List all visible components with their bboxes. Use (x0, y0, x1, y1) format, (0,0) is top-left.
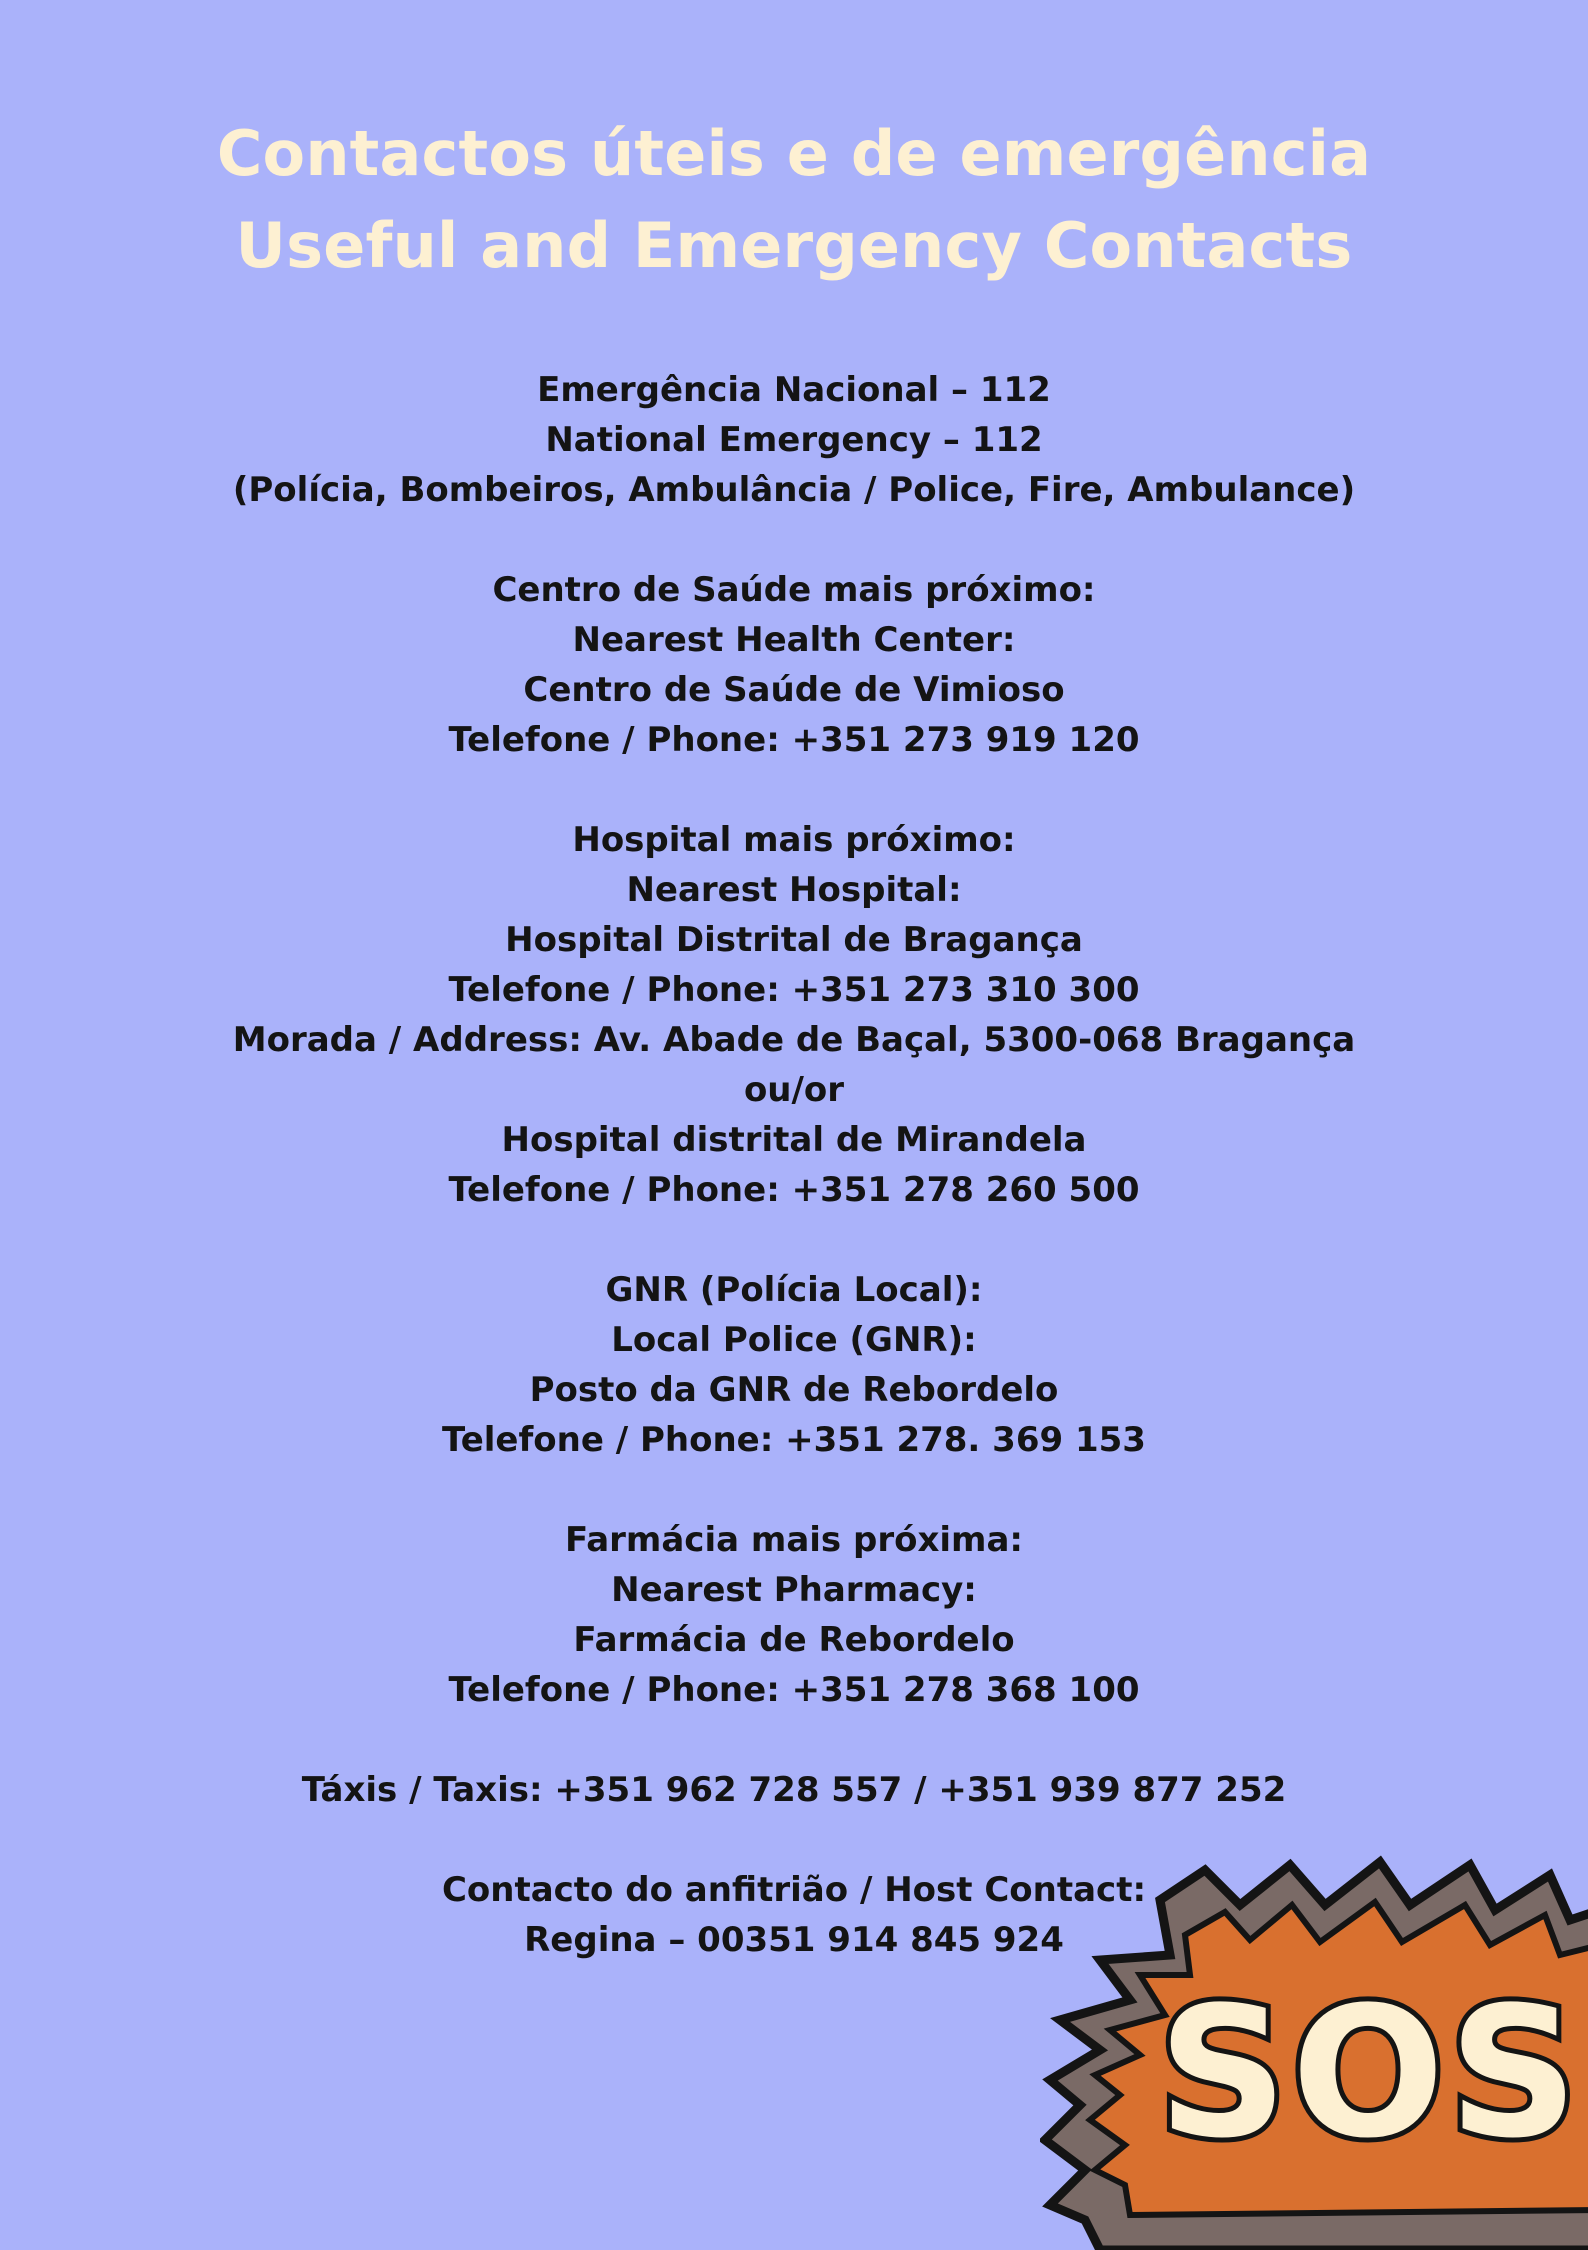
contact-block-health-center (0, 565, 1588, 765)
contact-line: Telefone / Phone: +351 278 260 500 (448, 1170, 1140, 1210)
contact-line: Nearest Hospital: (626, 870, 962, 910)
contact-line: Local Police (GNR): (611, 1320, 977, 1360)
contact-line: Posto da GNR de Rebordelo (529, 1370, 1059, 1410)
contact-line: (Polícia, Bombeiros, Ambulância / Police, Fire, Ambulance) (232, 470, 1356, 510)
contact-line: Hospital Distrital de Bragança (505, 920, 1083, 960)
title-english: Useful and Emergency Contacts (235, 209, 1353, 282)
sos-text: SOS (1157, 1969, 1583, 2178)
contact-line: Regina – 00351 914 845 924 (524, 1920, 1064, 1960)
contact-line: Táxis / Taxis: +351 962 728 557 / +351 939 877 252 (301, 1770, 1287, 1810)
contact-line: Telefone / Phone: +351 273 310 300 (448, 970, 1140, 1010)
contact-line: Farmácia de Rebordelo (573, 1620, 1015, 1660)
contact-block-pharmacy (0, 1515, 1588, 1715)
contact-line: ou/or (743, 1070, 845, 1110)
contact-line: Telefone / Phone: +351 278 368 100 (448, 1670, 1140, 1710)
page-title (0, 108, 1588, 292)
contact-line: GNR (Polícia Local): (605, 1270, 983, 1310)
contacts-list (0, 365, 1588, 2015)
contact-line: Telefone / Phone: +351 273 919 120 (448, 720, 1140, 760)
contact-block-taxis (0, 1765, 1588, 1815)
contact-line: Centro de Saúde de Vimioso (523, 670, 1065, 710)
contact-block-emergency (0, 365, 1588, 515)
contact-line: Contacto do anfitrião / Host Contact: (441, 1870, 1147, 1910)
sos-burst-icon (1040, 1850, 1588, 2250)
title-portuguese: Contactos úteis e de emergência (216, 117, 1372, 190)
contact-block-hospital (0, 815, 1588, 1215)
contact-line: Farmácia mais próxima: (564, 1520, 1024, 1560)
contact-line: Morada / Address: Av. Abade de Baçal, 5300-068 Bragança (232, 1020, 1356, 1060)
contact-line: Nearest Health Center: (572, 620, 1016, 660)
contact-line: National Emergency – 112 (545, 420, 1043, 460)
contact-line: Telefone / Phone: +351 278. 369 153 (442, 1420, 1146, 1460)
contact-line: Hospital distrital de Mirandela (501, 1120, 1087, 1160)
contact-line: Emergência Nacional – 112 (537, 370, 1051, 410)
contact-line: Nearest Pharmacy: (611, 1570, 977, 1610)
contact-line: Hospital mais próximo: (572, 820, 1016, 860)
contact-line: Centro de Saúde mais próximo: (492, 570, 1096, 610)
contact-block-police (0, 1265, 1588, 1465)
